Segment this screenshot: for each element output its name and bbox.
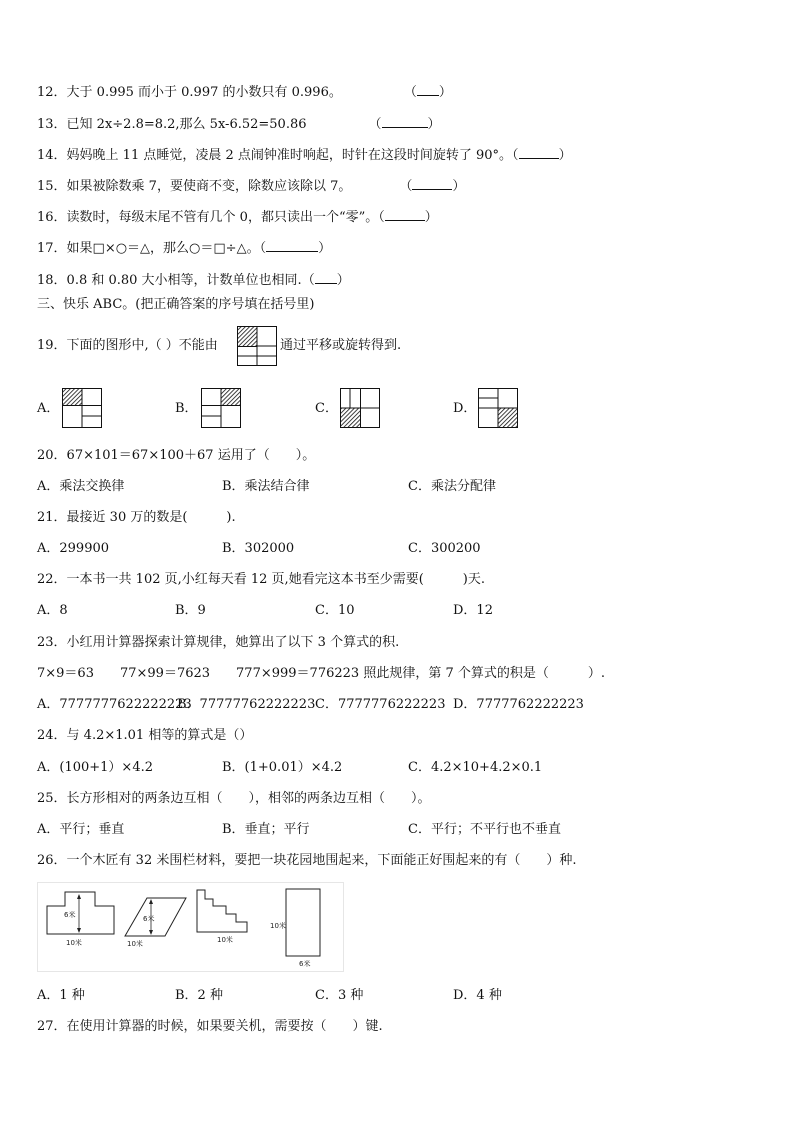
q22-option-a[interactable]: A．8 bbox=[37, 603, 68, 618]
question-27: 27．在使用计算器的时候，如果要关机，需要按（ ）键. bbox=[37, 1019, 383, 1034]
option-b-label: B． bbox=[175, 401, 198, 416]
q25-option-a[interactable]: A．平行；垂直 bbox=[37, 822, 125, 837]
question-15: 15．如果被除数乘 7，要使商不变，除数应该除以 7。 （ ） bbox=[37, 179, 466, 194]
reference-figure bbox=[237, 326, 277, 366]
answer-blank[interactable] bbox=[382, 115, 428, 128]
fig2-height-label: 6米 bbox=[143, 915, 155, 923]
question-18: 18．0.8 和 0.80 大小相等，计数单位也相同.（ ） bbox=[37, 273, 350, 288]
question-17: 17．如果□×○＝△，那么○＝□÷△。（ ） bbox=[37, 241, 332, 256]
option-c-figure[interactable] bbox=[340, 388, 380, 428]
question-19: 19．下面的图形中,（ ）不能由 bbox=[37, 338, 218, 353]
q20-option-a[interactable]: A．乘法交换律 bbox=[37, 479, 125, 494]
section-heading: 三、快乐 ABC。(把正确答案的序号填在括号里) bbox=[37, 297, 315, 312]
fig3-width-label: 10米 bbox=[217, 936, 233, 944]
question-24: 24．与 4.2×1.01 相等的算式是（） bbox=[37, 728, 253, 743]
q24-option-b[interactable]: B．(1+0.01）×4.2 bbox=[222, 760, 343, 775]
answer-blank[interactable] bbox=[385, 208, 425, 221]
fig1-height-label: 6米 bbox=[64, 911, 76, 919]
question-26: 26．一个木匠有 32 米围栏材料，要把一块花园地围起来，下面能正好围起来的有（ ）种. bbox=[37, 853, 577, 868]
question-25: 25．长方形相对的两条边互相（ ），相邻的两条边互相（ ）。 bbox=[37, 791, 431, 806]
q20-option-c[interactable]: C．乘法分配律 bbox=[408, 479, 496, 494]
question-14: 14．妈妈晚上 11 点睡觉，凌晨 2 点闹钟准时响起，时针在这段时间旋转了 90°。（ ） bbox=[37, 148, 572, 163]
option-c-label: C． bbox=[315, 401, 338, 416]
q22-option-b[interactable]: B．9 bbox=[175, 603, 206, 618]
fig2-width-label: 10米 bbox=[127, 940, 143, 948]
q23-option-a[interactable]: A．7777777622222223 bbox=[37, 697, 192, 712]
question-19-tail: 通过平移或旋转得到. bbox=[280, 338, 402, 353]
option-b-figure[interactable] bbox=[201, 388, 241, 428]
option-a-label: A． bbox=[37, 401, 60, 416]
fence-figures bbox=[37, 882, 344, 972]
option-d-label: D． bbox=[453, 401, 477, 416]
q23-option-c[interactable]: C．7777776222223 bbox=[315, 697, 446, 712]
fig4-width-label: 6米 bbox=[299, 960, 311, 968]
q26-option-a[interactable]: A．1 种 bbox=[37, 988, 85, 1003]
question-23-line2: 7×9＝63 77×99＝7623 777×999＝776223 照此规律，第 7 个算式的积是（ ）. bbox=[37, 666, 605, 681]
q23-option-b[interactable]: B．77777762222223 bbox=[177, 697, 316, 712]
fig1-width-label: 10米 bbox=[66, 939, 82, 947]
q26-option-b[interactable]: B．2 种 bbox=[175, 988, 223, 1003]
question-22: 22．一本书一共 102 页,小红每天看 12 页,她看完这本书至少需要( )天. bbox=[37, 572, 485, 587]
answer-blank[interactable] bbox=[412, 177, 452, 190]
q21-option-a[interactable]: A．299900 bbox=[37, 541, 110, 556]
q26-option-d[interactable]: D．4 种 bbox=[453, 988, 502, 1003]
answer-blank[interactable] bbox=[266, 239, 318, 252]
q23-option-d[interactable]: D．7777762222223 bbox=[453, 697, 584, 712]
answer-blank[interactable] bbox=[519, 146, 559, 159]
answer-blank[interactable] bbox=[315, 271, 337, 284]
question-16: 16．读数时，每级末尾不管有几个 0，都只读出一个“零”。（ ） bbox=[37, 210, 438, 225]
q24-option-c[interactable]: C．4.2×10+4.2×0.1 bbox=[408, 760, 543, 775]
fig4-height-label: 10米 bbox=[270, 922, 286, 930]
question-13: 13．已知 2x÷2.8=8.2,那么 5x-6.52=50.86 （ ） bbox=[37, 117, 441, 132]
question-23: 23．小红用计算器探索计算规律，她算出了以下 3 个算式的积. bbox=[37, 635, 400, 650]
question-20: 20．67×101＝67×100＋67 运用了（ ）。 bbox=[37, 448, 316, 463]
question-12: 12．大于 0.995 而小于 0.997 的小数只有 0.996。 （ ） bbox=[37, 85, 452, 100]
q24-option-a[interactable]: A．(100+1）×4.2 bbox=[37, 760, 154, 775]
option-a-figure[interactable] bbox=[62, 388, 102, 428]
q25-option-b[interactable]: B．垂直；平行 bbox=[222, 822, 310, 837]
q26-option-c[interactable]: C．3 种 bbox=[315, 988, 364, 1003]
q25-option-c[interactable]: C．平行；不平行也不垂直 bbox=[408, 822, 561, 837]
question-21: 21．最接近 30 万的数是( ). bbox=[37, 510, 236, 525]
option-d-figure[interactable] bbox=[478, 388, 518, 428]
q21-option-b[interactable]: B．302000 bbox=[222, 541, 295, 556]
q21-option-c[interactable]: C．300200 bbox=[408, 541, 481, 556]
q22-option-d[interactable]: D．12 bbox=[453, 603, 493, 618]
q22-option-c[interactable]: C．10 bbox=[315, 603, 355, 618]
q20-option-b[interactable]: B．乘法结合律 bbox=[222, 479, 310, 494]
answer-blank[interactable] bbox=[417, 83, 439, 96]
